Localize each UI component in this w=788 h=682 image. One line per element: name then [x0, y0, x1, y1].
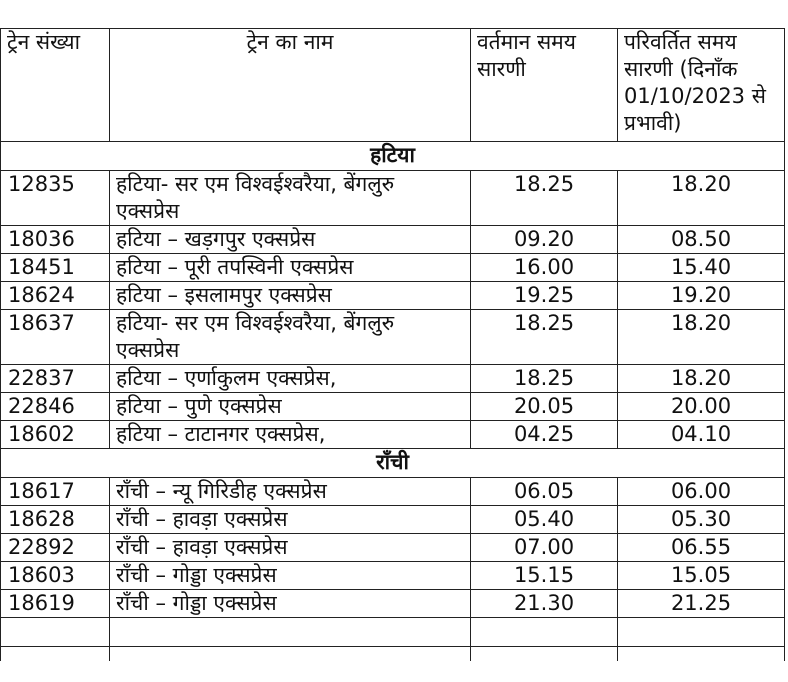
- empty-row: [1, 618, 785, 647]
- section-row: [1, 142, 785, 171]
- revised-time-cell: 19.20: [618, 282, 785, 310]
- header-train-number: ट्रेन संख्या: [1, 29, 110, 142]
- empty-cell: [110, 618, 471, 647]
- header-train-name: ट्रेन का नाम: [110, 29, 471, 142]
- train-number-cell: 18602: [1, 421, 110, 449]
- table-row: [1, 590, 785, 618]
- empty-row: [1, 647, 785, 662]
- table-row: [1, 562, 785, 590]
- train-name-cell: हटिया – टाटानगर एक्सप्रेस,: [110, 421, 471, 449]
- header-row: [1, 29, 785, 142]
- table-row: [1, 534, 785, 562]
- header-current-schedule: वर्तमान समय सारणी: [471, 29, 618, 142]
- revised-time-cell: 05.30: [618, 506, 785, 534]
- empty-cell: [618, 618, 785, 647]
- train-number-cell: 18451: [1, 254, 110, 282]
- train-number-cell: 18036: [1, 226, 110, 254]
- section-title: हटिया: [1, 142, 785, 171]
- current-time-cell: 15.15: [471, 562, 618, 590]
- train-name-cell: हटिया – इसलामपुर एक्सप्रेस: [110, 282, 471, 310]
- revised-time-cell: 18.20: [618, 310, 785, 365]
- train-number-cell: 12835: [1, 171, 110, 226]
- current-time-cell: 07.00: [471, 534, 618, 562]
- train-number-cell: 18617: [1, 478, 110, 506]
- table-row: [1, 282, 785, 310]
- train-number-cell: 22892: [1, 534, 110, 562]
- header-revised-schedule: परिवर्तित समय सारणी (दिनाँक 01/10/2023 से प्रभावी): [618, 29, 785, 142]
- section-row: [1, 449, 785, 478]
- empty-cell: [1, 647, 110, 662]
- empty-cell: [110, 647, 471, 662]
- table-row: [1, 365, 785, 393]
- timetable-body: [1, 29, 785, 662]
- train-name-cell: राँची – गोड्डा एक्सप्रेस: [110, 562, 471, 590]
- train-name-cell: हटिया – पूरी तपस्विनी एक्सप्रेस: [110, 254, 471, 282]
- train-number-cell: 22846: [1, 393, 110, 421]
- revised-time-cell: 08.50: [618, 226, 785, 254]
- train-name-cell: राँची – न्यू गिरिडीह एक्सप्रेस: [110, 478, 471, 506]
- table-row: [1, 254, 785, 282]
- train-number-cell: 18624: [1, 282, 110, 310]
- current-time-cell: 19.25: [471, 282, 618, 310]
- empty-cell: [618, 647, 785, 662]
- table-row: [1, 171, 785, 226]
- table-row: [1, 393, 785, 421]
- revised-time-cell: 20.00: [618, 393, 785, 421]
- current-time-cell: 05.40: [471, 506, 618, 534]
- current-time-cell: 18.25: [471, 171, 618, 226]
- current-time-cell: 18.25: [471, 365, 618, 393]
- revised-time-cell: 15.05: [618, 562, 785, 590]
- current-time-cell: 18.25: [471, 310, 618, 365]
- revised-time-cell: 06.00: [618, 478, 785, 506]
- train-number-cell: 18637: [1, 310, 110, 365]
- train-name-cell: हटिया – पुणे एक्सप्रेस: [110, 393, 471, 421]
- empty-cell: [471, 618, 618, 647]
- timetable: [0, 28, 785, 661]
- revised-time-cell: 18.20: [618, 171, 785, 226]
- train-name-cell: हटिया – खड़गपुर एक्सप्रेस: [110, 226, 471, 254]
- empty-cell: [471, 647, 618, 662]
- table-row: [1, 310, 785, 365]
- table-row: [1, 506, 785, 534]
- revised-time-cell: 04.10: [618, 421, 785, 449]
- current-time-cell: 09.20: [471, 226, 618, 254]
- current-time-cell: 21.30: [471, 590, 618, 618]
- current-time-cell: 16.00: [471, 254, 618, 282]
- train-number-cell: 22837: [1, 365, 110, 393]
- train-number-cell: 18619: [1, 590, 110, 618]
- current-time-cell: 06.05: [471, 478, 618, 506]
- train-name-cell: हटिया – एर्णाकुलम एक्सप्रेस,: [110, 365, 471, 393]
- table-row: [1, 478, 785, 506]
- train-name-cell: हटिया- सर एम विश्वईश्वरैया, बेंगलुरु एक्सप्रेस: [110, 310, 471, 365]
- train-number-cell: 18603: [1, 562, 110, 590]
- train-name-cell: राँची – हावड़ा एक्सप्रेस: [110, 506, 471, 534]
- revised-time-cell: 15.40: [618, 254, 785, 282]
- train-name-cell: राँची – हावड़ा एक्सप्रेस: [110, 534, 471, 562]
- revised-time-cell: 21.25: [618, 590, 785, 618]
- train-number-cell: 18628: [1, 506, 110, 534]
- train-name-cell: राँची – गोड्डा एक्सप्रेस: [110, 590, 471, 618]
- table-row: [1, 226, 785, 254]
- current-time-cell: 04.25: [471, 421, 618, 449]
- revised-time-cell: 18.20: [618, 365, 785, 393]
- section-title: राँची: [1, 449, 785, 478]
- current-time-cell: 20.05: [471, 393, 618, 421]
- empty-cell: [1, 618, 110, 647]
- revised-time-cell: 06.55: [618, 534, 785, 562]
- train-name-cell: हटिया- सर एम विश्वईश्वरैया, बेंगलुरु एक्सप्रेस: [110, 171, 471, 226]
- table-row: [1, 421, 785, 449]
